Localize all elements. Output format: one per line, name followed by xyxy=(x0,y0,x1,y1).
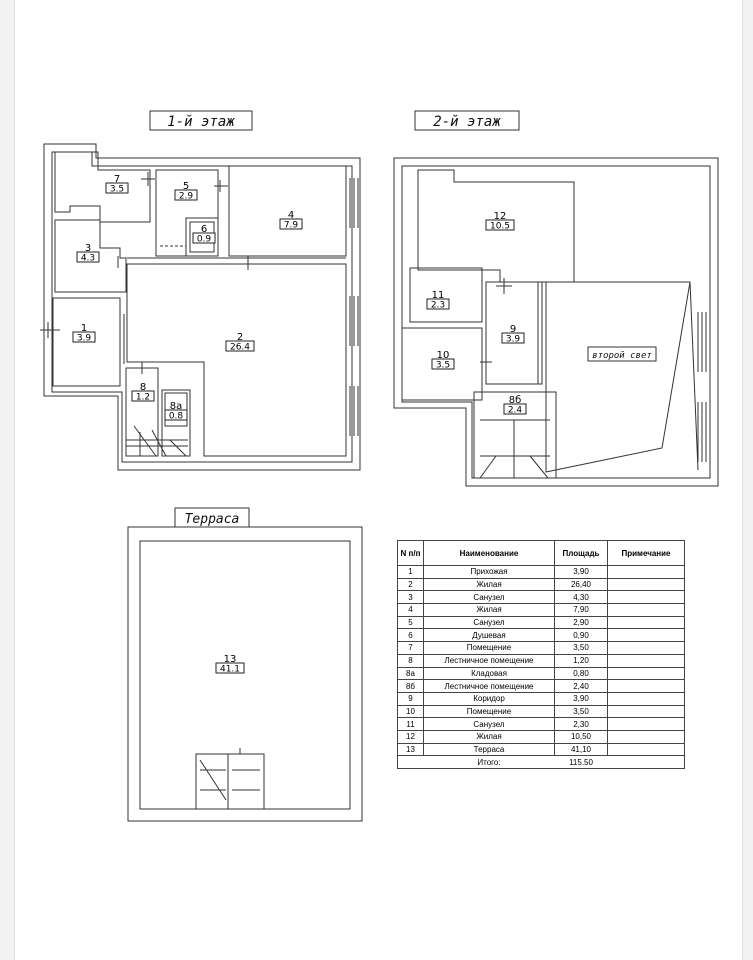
row-area: 3,50 xyxy=(555,642,608,655)
row-area: 41,10 xyxy=(555,743,608,756)
row-area: 3,90 xyxy=(555,566,608,579)
room-area: 3.9 xyxy=(76,333,92,344)
room-legend-table xyxy=(397,540,685,769)
room-tag xyxy=(132,382,154,403)
room-number: 8а xyxy=(169,401,183,412)
row-number: 2 xyxy=(398,578,424,591)
room-tag xyxy=(77,243,99,264)
room-tag xyxy=(165,401,187,422)
legend-header-row xyxy=(398,541,685,566)
legend-row xyxy=(398,692,685,705)
row-note xyxy=(608,718,685,731)
row-number: 8 xyxy=(398,654,424,667)
total-empty xyxy=(398,756,424,769)
room-number: 2 xyxy=(236,332,244,343)
row-name: Жилая xyxy=(424,604,555,617)
row-name: Санузел xyxy=(424,718,555,731)
row-note xyxy=(608,604,685,617)
row-note xyxy=(608,578,685,591)
room-number: 6 xyxy=(200,224,208,235)
room-number: 1 xyxy=(80,323,88,334)
row-number: 1 xyxy=(398,566,424,579)
legend-row xyxy=(398,629,685,642)
second-floor-plan xyxy=(394,158,718,486)
room-number: 7 xyxy=(113,174,121,185)
row-note xyxy=(608,642,685,655)
legend-row xyxy=(398,667,685,680)
legend-row xyxy=(398,642,685,655)
room-tag xyxy=(73,323,95,344)
row-name: Жилая xyxy=(424,730,555,743)
row-area: 2,30 xyxy=(555,718,608,731)
row-area: 4,30 xyxy=(555,591,608,604)
row-area: 1,20 xyxy=(555,654,608,667)
row-number: 8а xyxy=(398,667,424,680)
row-area: 3,50 xyxy=(555,705,608,718)
header-number: N п/п xyxy=(398,541,424,566)
row-area: 2,40 xyxy=(555,680,608,693)
row-number: 4 xyxy=(398,604,424,617)
row-name: Помещение xyxy=(424,705,555,718)
legend-row xyxy=(398,718,685,731)
room-number: 8 xyxy=(139,382,147,393)
row-note xyxy=(608,730,685,743)
room-number: 12 xyxy=(493,211,507,222)
room-tag xyxy=(226,332,254,353)
row-area: 2,90 xyxy=(555,616,608,629)
row-name: Лестничное помещение xyxy=(424,654,555,667)
row-note xyxy=(608,705,685,718)
row-name: Душевая xyxy=(424,629,555,642)
row-number: 10 xyxy=(398,705,424,718)
total-label: Итого: xyxy=(424,756,555,769)
legend-row xyxy=(398,616,685,629)
legend-total-row xyxy=(398,756,685,769)
floor-titles xyxy=(150,111,519,527)
room-tag xyxy=(502,324,524,345)
room-tag xyxy=(432,350,454,371)
room-tag xyxy=(106,174,128,195)
room-tag xyxy=(216,654,244,675)
room-number: 4 xyxy=(287,210,295,221)
row-note xyxy=(608,616,685,629)
row-area: 7,90 xyxy=(555,604,608,617)
legend-row xyxy=(398,743,685,756)
row-note xyxy=(608,591,685,604)
room-area: 10.5 xyxy=(489,221,511,232)
terrace-title: Терраса xyxy=(184,512,240,527)
room-tag xyxy=(504,395,526,416)
room-tag xyxy=(193,224,215,245)
row-name: Прихожая xyxy=(424,566,555,579)
second-light-label: второй свет xyxy=(592,351,652,361)
row-number: 5 xyxy=(398,616,424,629)
legend-row xyxy=(398,591,685,604)
legend-row xyxy=(398,604,685,617)
row-number: 9 xyxy=(398,692,424,705)
room-area: 26.4 xyxy=(229,342,251,353)
legend-row xyxy=(398,566,685,579)
first-floor-plan xyxy=(40,144,360,470)
row-area: 10,50 xyxy=(555,730,608,743)
row-name: Санузел xyxy=(424,591,555,604)
second-floor-title: 2-й этаж xyxy=(433,114,501,130)
row-note xyxy=(608,654,685,667)
room-tag xyxy=(280,210,302,231)
room-number: 5 xyxy=(182,181,190,192)
room-number: 13 xyxy=(223,654,237,665)
row-note xyxy=(608,692,685,705)
row-area: 26,40 xyxy=(555,578,608,591)
row-number: 7 xyxy=(398,642,424,655)
room-tag xyxy=(175,181,197,202)
room-area: 3.5 xyxy=(435,360,451,371)
legend-row xyxy=(398,730,685,743)
row-number: 12 xyxy=(398,730,424,743)
row-area: 0,80 xyxy=(555,667,608,680)
room-area: 2.9 xyxy=(178,191,194,202)
legend-row xyxy=(398,654,685,667)
room-area: 7.9 xyxy=(283,220,299,231)
row-number: 3 xyxy=(398,591,424,604)
row-name: Жилая xyxy=(424,578,555,591)
header-area: Площадь xyxy=(555,541,608,566)
room-number: 9 xyxy=(509,324,517,335)
row-area: 3,90 xyxy=(555,692,608,705)
row-note xyxy=(608,629,685,642)
legend-row xyxy=(398,705,685,718)
row-note xyxy=(608,680,685,693)
row-name: Помещение xyxy=(424,642,555,655)
legend-row xyxy=(398,680,685,693)
room-area: 0.8 xyxy=(168,411,184,422)
row-number: 13 xyxy=(398,743,424,756)
row-name: Кладовая xyxy=(424,667,555,680)
row-name: Терраса xyxy=(424,743,555,756)
legend-row xyxy=(398,578,685,591)
room-area: 3.9 xyxy=(505,334,521,345)
room-area: 4.3 xyxy=(80,253,96,264)
room-area: 3.5 xyxy=(109,184,125,195)
first-floor-title: 1-й этаж xyxy=(167,114,235,130)
row-note xyxy=(608,743,685,756)
room-area: 2.4 xyxy=(507,405,523,416)
header-name: Наименование xyxy=(424,541,555,566)
room-number: 10 xyxy=(436,350,450,361)
row-number: 6 xyxy=(398,629,424,642)
header-note: Примечание xyxy=(608,541,685,566)
row-number: 8б xyxy=(398,680,424,693)
room-number: 3 xyxy=(84,243,92,254)
row-name: Лестничное помещение xyxy=(424,680,555,693)
row-name: Санузел xyxy=(424,616,555,629)
room-area: 41.1 xyxy=(219,664,241,675)
room-tag xyxy=(427,290,449,311)
row-number: 11 xyxy=(398,718,424,731)
room-number: 11 xyxy=(431,290,445,301)
row-note xyxy=(608,667,685,680)
room-area: 1.2 xyxy=(135,392,151,403)
room-tag xyxy=(486,211,514,232)
room-area: 2.3 xyxy=(430,300,446,311)
total-value: 115.50 xyxy=(555,756,608,769)
row-area: 0,90 xyxy=(555,629,608,642)
terrace-plan xyxy=(128,527,362,821)
room-number: 8б xyxy=(508,395,522,406)
room-area: 0.9 xyxy=(196,234,212,245)
row-name: Коридор xyxy=(424,692,555,705)
total-note xyxy=(608,756,685,769)
row-note xyxy=(608,566,685,579)
